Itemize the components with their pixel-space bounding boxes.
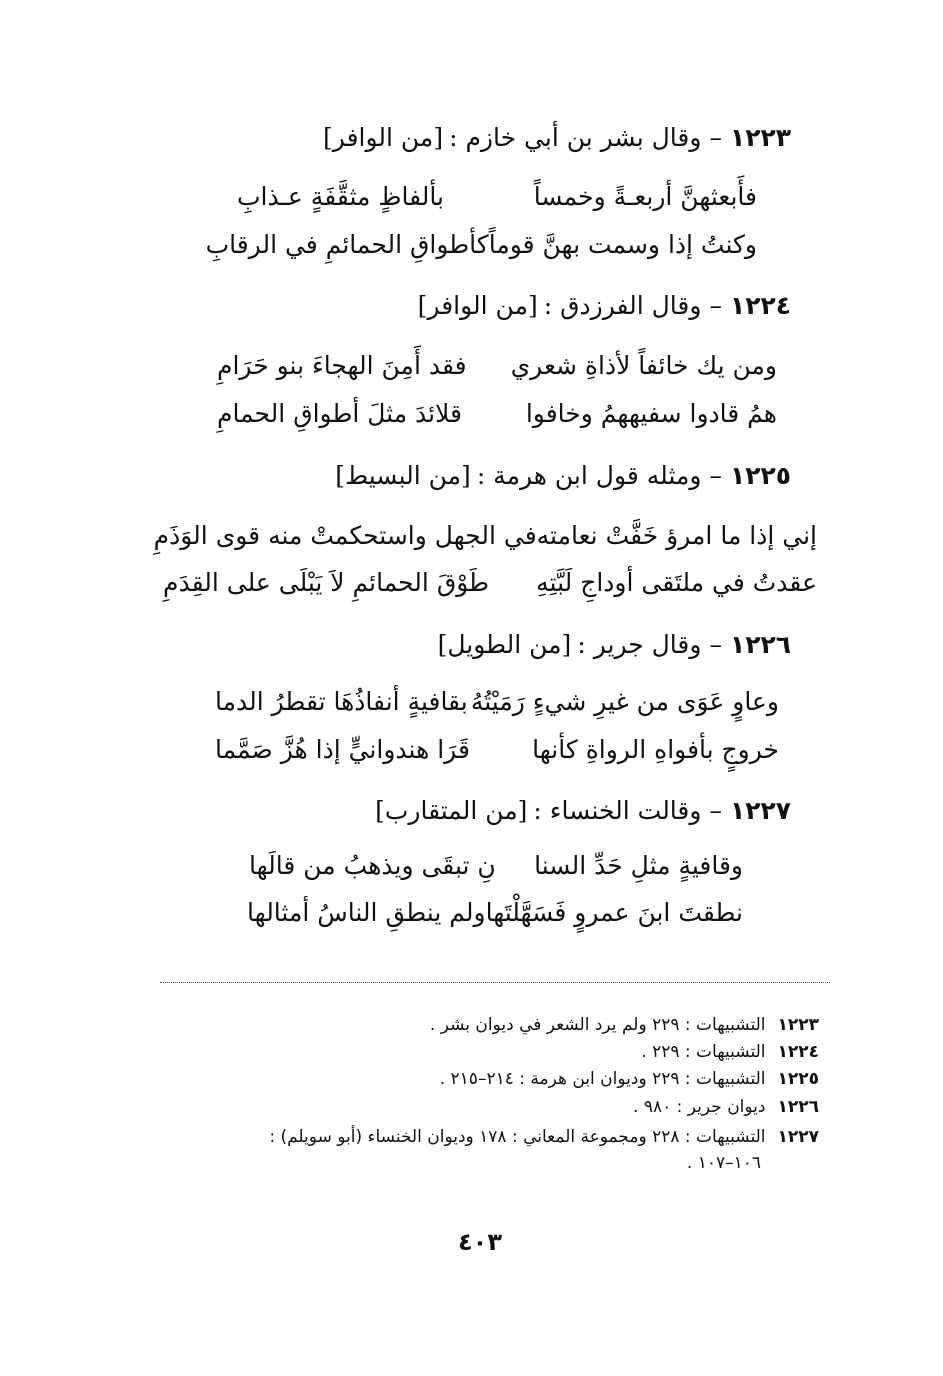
entry-meter: [من الوافر] <box>323 123 444 152</box>
verse-first-hemistich: إني إذا ما امرؤ خَفَّتْ نعامته <box>536 520 817 550</box>
verse-line <box>163 562 817 602</box>
entry-intro: وقالت الخنساء : <box>533 796 702 825</box>
verse-line <box>217 345 777 385</box>
entry-heading <box>160 627 791 663</box>
verse-line <box>153 515 817 555</box>
verse-second-hemistich: بقافيةٍ أنفاذُهَا تقطرُ الدما <box>215 686 468 716</box>
verse-first-hemistich: فأَبعثهنَّ أربعـةً وخمساً <box>533 181 757 211</box>
verse-first-hemistich: خروجٍ بأفواهِ الرواةِ كأنها <box>532 734 779 764</box>
entry-number: ١٢٢٤ <box>729 291 791 320</box>
verse-line <box>237 176 757 216</box>
entry-number: ١٢٢٧ <box>729 796 791 825</box>
verse-line <box>249 845 743 885</box>
footnote <box>269 1124 819 1150</box>
entry-heading <box>160 288 791 324</box>
footnote-number: ١٢٢٦ <box>777 1097 819 1117</box>
entry-dash: – <box>709 630 722 659</box>
entry-dash: – <box>709 796 722 825</box>
verse-first-hemistich: وكنتُ إذا وسمت بهنَّ قوماً <box>488 229 757 259</box>
entry-meter: [من المتقارب] <box>375 796 528 825</box>
entry-dash: – <box>709 461 722 490</box>
verse-line <box>215 681 779 721</box>
verse-first-hemistich: وقافيةٍ مثلِ حَدِّ السنا <box>534 850 743 880</box>
entry-intro: ومثله قول ابن هرمة : <box>476 461 702 490</box>
entry-number: ١٢٢٣ <box>729 123 791 152</box>
verse-line <box>217 393 777 433</box>
entry-intro: وقال الفرزدق : <box>543 291 702 320</box>
footnote-text: التشبيهات : ٢٢٩ . <box>641 1042 766 1062</box>
footnote <box>633 1094 819 1120</box>
entry-heading <box>160 458 791 494</box>
verse-first-hemistich: وعاوٍ عَوَى من غيرِ شيءٍ رَمَيْتُهُ <box>470 686 779 716</box>
verse-second-hemistich: قَرَا هندوانيٍّ إذا هُزَّ صَمَّما <box>215 734 470 764</box>
entry-intro: وقال بشر بن أبي خازم : <box>449 123 702 152</box>
footnote-number: ١٢٢٧ <box>777 1127 819 1147</box>
entry-dash: – <box>709 291 722 320</box>
verse-first-hemistich: همُ قادوا سفيههمُ وخافوا <box>525 398 777 428</box>
entry-number: ١٢٢٦ <box>729 630 791 659</box>
verse-second-hemistich: ولم ينطقِ الناسُ أمثالها <box>247 897 486 927</box>
footnote-separator <box>160 982 830 983</box>
entry-heading <box>160 793 791 829</box>
entry-meter: [من الوافر] <box>417 291 538 320</box>
verse-second-hemistich: قلائدَ مثلَ أطواقِ الحمامِ <box>217 398 463 428</box>
verse-line <box>205 224 757 264</box>
page-number: ٤٠٣ <box>458 1228 502 1256</box>
entry-intro: وقال جرير : <box>577 630 702 659</box>
verse-line <box>249 892 743 932</box>
footnote-number: ١٢٢٣ <box>777 1015 819 1035</box>
entry-number: ١٢٢٥ <box>729 461 791 490</box>
footnote-continuation: ١٠٦–١٠٧ . <box>686 1153 761 1173</box>
verse-second-hemistich: فقد أَمِنَ الهجاءَ بنو حَرَامِ <box>217 350 467 380</box>
verse-second-hemistich: طَوْقَ الحمائمِ لاَ يَبْلَى على القِدَمِ <box>163 567 490 597</box>
footnote-text: ديوان جرير : ٩٨٠ . <box>633 1097 766 1117</box>
verse-first-hemistich: عقدتُ في ملتَقى أوداجِ لَبَّتِهِ <box>536 567 817 597</box>
verse-line <box>215 729 779 769</box>
footnote-text: التشبيهات : ٢٢٩ وديوان ابن هرمة : ٢١٤–٢١٥ . <box>439 1069 766 1089</box>
verse-second-hemistich: نِ تبقَى ويذهبُ من قالَها <box>249 850 496 880</box>
footnote-text: التشبيهات : ٢٢٨ ومجموعة المعاني : ١٧٨ وديوان الخنساء (أبو سويلم) : <box>269 1127 766 1147</box>
verse-second-hemistich: كأطواقِ الحمائمِ في الرقابِ <box>205 229 489 259</box>
entry-heading <box>160 120 791 156</box>
footnote <box>440 1066 819 1092</box>
entry-meter: [من البسيط] <box>335 461 471 490</box>
entry-dash: – <box>709 123 722 152</box>
footnote-number: ١٢٢٥ <box>777 1069 819 1089</box>
verse-second-hemistich: بألفاظٍ مثقَّفَةٍ عـذابِ <box>237 181 444 211</box>
verse-first-hemistich: ومن يك خائفاً لأذاةِ شعري <box>510 350 777 380</box>
footnote-text: التشبيهات : ٢٢٩ ولم يرد الشعر في ديوان بشر . <box>429 1015 766 1035</box>
footnote <box>641 1039 819 1065</box>
verse-second-hemistich: في الجهل واستحكمتْ منه قوى الوَذَمِ <box>153 520 537 550</box>
footnote <box>430 1012 819 1038</box>
entry-meter: [من الطويل] <box>437 630 572 659</box>
footnote-number: ١٢٢٤ <box>777 1042 819 1062</box>
verse-first-hemistich: نطقتَ ابنَ عمروٍ فَسَهَّلْتَها <box>485 897 743 927</box>
